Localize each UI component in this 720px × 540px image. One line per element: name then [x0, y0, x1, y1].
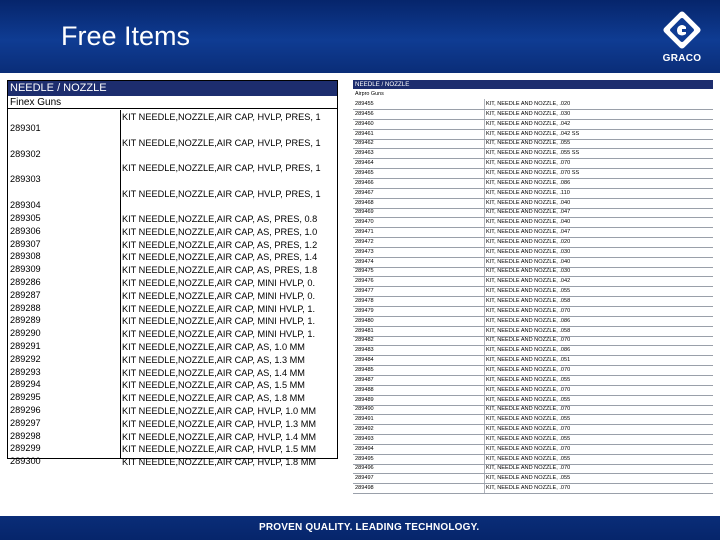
part-description: KIT, NEEDLE AND NOZZLE, .055	[486, 435, 571, 442]
table-row	[8, 250, 337, 263]
part-number: 289474	[355, 258, 374, 265]
part-number: 289456	[355, 110, 374, 117]
table-subtitle: Airpro Guns	[355, 91, 384, 97]
table-row	[8, 366, 337, 379]
part-number: 289302	[10, 148, 41, 159]
table-row	[353, 228, 713, 238]
part-number: 289286	[10, 277, 41, 287]
part-description: KIT NEEDLE,NOZZLE,AIR CAP, HVLP, PRES, 1	[122, 137, 321, 148]
part-description: KIT, NEEDLE AND NOZZLE, .020	[486, 101, 571, 107]
table-row	[353, 248, 713, 258]
table-row	[8, 327, 337, 340]
table-row	[353, 287, 713, 297]
part-description: KIT NEEDLE,NOZZLE,AIR CAP, MINI HVLP, 0.	[122, 278, 315, 288]
part-description: KIT, NEEDLE AND NOZZLE, .020	[486, 238, 571, 245]
footer-tagline: PROVEN QUALITY. LEADING TECHNOLOGY.	[259, 522, 480, 533]
part-description: KIT NEEDLE,NOZZLE,AIR CAP, MINI HVLP, 1.	[122, 303, 315, 314]
table-row	[353, 120, 713, 130]
graco-logo-icon	[653, 7, 711, 53]
table-row	[353, 258, 713, 268]
table-row	[8, 238, 337, 251]
part-number: 289455	[355, 101, 374, 107]
part-description: KIT, NEEDLE AND NOZZLE, .070	[486, 445, 571, 452]
part-number: 289305	[10, 213, 41, 223]
table-row	[353, 159, 713, 169]
table-row	[353, 149, 713, 159]
part-number: 289478	[355, 298, 374, 304]
part-number: 289299	[10, 443, 41, 454]
part-description: KIT NEEDLE,NOZZLE,AIR CAP, HVLP, 1.3 MM	[122, 418, 317, 429]
part-number: 289479	[355, 307, 374, 314]
part-description: KIT, NEEDLE AND NOZZLE, .070	[486, 465, 571, 472]
part-description: KIT, NEEDLE AND NOZZLE, .055 SS	[486, 150, 580, 157]
part-description: KIT, NEEDLE AND NOZZLE, .070	[486, 337, 571, 344]
table-row	[353, 356, 713, 366]
part-description: KIT, NEEDLE AND NOZZLE, .055	[486, 455, 571, 462]
part-number: 289493	[355, 435, 374, 442]
part-number: 289466	[355, 179, 374, 186]
part-number: 289300	[10, 456, 41, 467]
part-number: 289468	[355, 199, 374, 206]
part-number: 289496	[355, 465, 374, 472]
graco-logo	[653, 7, 711, 67]
part-number: 289484	[355, 357, 374, 364]
part-number: 289498	[355, 485, 374, 492]
part-number: 289297	[10, 417, 41, 428]
table-row	[8, 340, 337, 353]
part-number: 289309	[10, 264, 41, 275]
table-row	[8, 391, 337, 404]
table-row	[353, 376, 713, 386]
part-number: 289482	[355, 337, 374, 344]
part-number: 289304	[10, 199, 41, 210]
part-description: KIT, NEEDLE AND NOZZLE, .047	[486, 209, 571, 216]
table-row	[353, 100, 713, 110]
part-number: 289470	[355, 219, 374, 226]
part-description: KIT, NEEDLE AND NOZZLE, .070	[486, 160, 571, 167]
table-row	[353, 238, 713, 248]
footer-bar	[0, 516, 720, 540]
part-number: 289462	[355, 140, 374, 147]
part-description: KIT NEEDLE,NOZZLE,AIR CAP, AS, PRES, 1.2	[122, 239, 318, 250]
part-number: 289485	[355, 366, 374, 373]
part-description: KIT NEEDLE,NOZZLE,AIR CAP, AS, 1.4 MM	[122, 367, 305, 378]
part-description: KIT NEEDLE,NOZZLE,AIR CAP, MINI HVLP, 1.	[122, 316, 315, 327]
table-row	[8, 136, 337, 162]
table-row	[8, 276, 337, 289]
table-row	[8, 455, 337, 468]
part-number: 289463	[355, 150, 374, 157]
part-description: KIT, NEEDLE AND NOZZLE, .086	[486, 179, 571, 186]
table-row	[353, 327, 713, 337]
table-row	[8, 289, 337, 302]
part-number: 289494	[355, 445, 374, 452]
part-description: KIT NEEDLE,NOZZLE,AIR CAP, HVLP, 1.0 MM	[122, 406, 317, 416]
part-number: 289464	[355, 160, 374, 167]
table-row	[8, 353, 337, 366]
table-row	[353, 307, 713, 317]
table-row	[353, 189, 713, 199]
part-description: KIT NEEDLE,NOZZLE,AIR CAP, AS, 1.8 MM	[122, 393, 305, 404]
part-number: 289469	[355, 209, 374, 216]
table-row	[8, 404, 337, 417]
table-row	[353, 179, 713, 189]
part-description: KIT NEEDLE,NOZZLE,AIR CAP, HVLP, PRES, 1	[122, 188, 321, 199]
table-row	[353, 130, 713, 140]
table-row	[8, 161, 337, 187]
part-number: 289490	[355, 406, 374, 413]
part-description: KIT NEEDLE,NOZZLE,AIR CAP, AS, 1.0 MM	[122, 342, 305, 352]
part-description: KIT, NEEDLE AND NOZZLE, .086	[486, 317, 571, 324]
part-number: 289291	[10, 341, 41, 351]
table-row	[353, 346, 713, 356]
table-row	[8, 110, 337, 136]
table-row	[353, 415, 713, 425]
part-number: 289473	[355, 248, 374, 255]
part-description: KIT NEEDLE,NOZZLE,AIR CAP, MINI HVLP, 1.	[122, 329, 315, 340]
part-description: KIT NEEDLE,NOZZLE,AIR CAP, AS, 1.5 MM	[122, 380, 305, 391]
part-description: KIT NEEDLE,NOZZLE,AIR CAP, AS, PRES, 1.0	[122, 226, 318, 237]
table-row	[353, 277, 713, 287]
table-row	[353, 267, 713, 277]
part-number: 289471	[355, 229, 374, 236]
table-row	[353, 455, 713, 465]
part-number: 289488	[355, 386, 374, 393]
table-row	[353, 208, 713, 218]
part-number: 289460	[355, 120, 374, 127]
part-description: KIT NEEDLE,NOZZLE,AIR CAP, HVLP, 1.5 MM	[122, 444, 317, 455]
part-description: KIT, NEEDLE AND NOZZLE, .070 SS	[486, 169, 580, 176]
table-row	[353, 386, 713, 396]
part-description: KIT, NEEDLE AND NOZZLE, .070	[486, 386, 571, 393]
table-row	[8, 430, 337, 443]
part-description: KIT, NEEDLE AND NOZZLE, .058	[486, 327, 571, 334]
part-description: KIT NEEDLE,NOZZLE,AIR CAP, HVLP, PRES, 1	[122, 163, 321, 173]
part-number: 289301	[10, 123, 41, 133]
part-description: KIT NEEDLE,NOZZLE,AIR CAP, MINI HVLP, 0.	[122, 290, 315, 301]
part-description: KIT NEEDLE,NOZZLE,AIR CAP, AS, 1.3 MM	[122, 354, 305, 365]
part-description: KIT, NEEDLE AND NOZZLE, .042 SS	[486, 130, 580, 137]
airpro-guns-table	[353, 80, 715, 496]
part-number: 289294	[10, 379, 41, 390]
part-description: KIT NEEDLE,NOZZLE,AIR CAP, HVLP, PRES, 1	[122, 112, 321, 122]
table-title: NEEDLE / NOZZLE	[8, 81, 337, 96]
part-description: KIT NEEDLE,NOZZLE,AIR CAP, HVLP, 1.4 MM	[122, 431, 317, 442]
table-row	[353, 366, 713, 376]
part-number: 289467	[355, 189, 374, 196]
table-row	[8, 442, 337, 455]
part-number: 289298	[10, 430, 41, 441]
table-row	[353, 169, 713, 179]
part-description: KIT, NEEDLE AND NOZZLE, .055	[486, 288, 571, 295]
row-divider	[353, 493, 713, 494]
part-number: 289296	[10, 405, 41, 415]
table-row	[353, 445, 713, 455]
part-description: KIT, NEEDLE AND NOZZLE, .070	[486, 426, 571, 433]
table-row	[353, 396, 713, 406]
table-row	[353, 297, 713, 307]
part-description: KIT, NEEDLE AND NOZZLE, .086	[486, 347, 571, 354]
table-subtitle: Finex Guns	[8, 96, 337, 109]
part-number: 289306	[10, 225, 41, 236]
part-description: KIT, NEEDLE AND NOZZLE, .070	[486, 485, 571, 492]
table-row	[353, 336, 713, 346]
part-description: KIT, NEEDLE AND NOZZLE, .047	[486, 229, 571, 236]
part-number: 289290	[10, 328, 41, 339]
table-row	[353, 139, 713, 149]
table-row	[8, 302, 337, 315]
part-description: KIT, NEEDLE AND NOZZLE, .051	[486, 357, 571, 364]
part-number: 289483	[355, 347, 374, 354]
part-number: 289480	[355, 317, 374, 324]
part-number: 289489	[355, 396, 374, 403]
part-number: 289465	[355, 169, 374, 176]
title-bar	[0, 0, 720, 73]
part-number: 289307	[10, 238, 41, 249]
part-number: 289292	[10, 353, 41, 364]
part-description: KIT NEEDLE,NOZZLE,AIR CAP, AS, PRES, 1.8	[122, 265, 318, 276]
part-description: KIT, NEEDLE AND NOZZLE, .070	[486, 307, 571, 314]
part-description: KIT, NEEDLE AND NOZZLE, .110	[486, 189, 570, 196]
table-row	[353, 435, 713, 445]
table-row	[353, 425, 713, 435]
part-number: 289472	[355, 238, 374, 245]
part-number: 289308	[10, 251, 41, 262]
part-number: 289477	[355, 288, 374, 295]
table-row	[353, 474, 713, 484]
part-number: 289491	[355, 416, 374, 423]
part-number: 289287	[10, 289, 41, 300]
part-description: KIT, NEEDLE AND NOZZLE, .030	[486, 268, 571, 275]
part-number: 289481	[355, 327, 374, 334]
table-row	[353, 464, 713, 474]
part-description: KIT, NEEDLE AND NOZZLE, .055	[486, 376, 571, 383]
table-row	[8, 263, 337, 276]
part-description: KIT, NEEDLE AND NOZZLE, .040	[486, 258, 571, 265]
part-number: 289293	[10, 366, 41, 377]
table-row	[8, 187, 337, 213]
part-description: KIT, NEEDLE AND NOZZLE, .040	[486, 199, 571, 206]
part-description: KIT, NEEDLE AND NOZZLE, .055	[486, 140, 571, 147]
table-row	[353, 199, 713, 209]
part-description: KIT, NEEDLE AND NOZZLE, .070	[486, 406, 571, 413]
table-row	[8, 314, 337, 327]
table-row	[353, 110, 713, 120]
table-row	[8, 417, 337, 430]
part-description: KIT, NEEDLE AND NOZZLE, .055	[486, 416, 571, 423]
part-number: 289476	[355, 278, 374, 285]
part-description: KIT, NEEDLE AND NOZZLE, .040	[486, 219, 571, 226]
table-row	[353, 484, 713, 494]
part-description: KIT NEEDLE,NOZZLE,AIR CAP, AS, PRES, 1.4	[122, 252, 318, 263]
table-row	[353, 218, 713, 228]
part-description: KIT, NEEDLE AND NOZZLE, .070	[486, 366, 571, 373]
part-number: 289295	[10, 392, 41, 403]
part-number: 289288	[10, 302, 41, 313]
finex-guns-table	[7, 80, 338, 468]
part-number: 289461	[355, 130, 374, 137]
part-description: KIT, NEEDLE AND NOZZLE, .030	[486, 248, 571, 255]
page-title: Free Items	[61, 21, 191, 51]
part-description: KIT, NEEDLE AND NOZZLE, .055	[486, 475, 571, 482]
part-description: KIT, NEEDLE AND NOZZLE, .055	[486, 396, 571, 403]
table-row	[8, 212, 337, 225]
part-number: 289495	[355, 455, 374, 462]
part-description: KIT, NEEDLE AND NOZZLE, .042	[486, 278, 571, 285]
table-row	[8, 225, 337, 238]
logo-wordmark: GRACO	[662, 53, 702, 64]
part-description: KIT NEEDLE,NOZZLE,AIR CAP, AS, PRES, 0.8	[122, 214, 318, 224]
part-description: KIT, NEEDLE AND NOZZLE, .030	[486, 110, 571, 117]
table-row	[353, 317, 713, 327]
table-row	[353, 405, 713, 415]
part-description: KIT, NEEDLE AND NOZZLE, .042	[486, 120, 571, 127]
part-number: 289497	[355, 475, 374, 482]
part-number: 289492	[355, 426, 374, 433]
part-description: KIT, NEEDLE AND NOZZLE, .058	[486, 298, 571, 304]
table-title: NEEDLE / NOZZLE	[353, 80, 713, 89]
part-number: 289475	[355, 268, 374, 275]
table-row	[8, 378, 337, 391]
part-number: 289289	[10, 315, 41, 326]
part-number: 289303	[10, 174, 41, 184]
part-description: KIT NEEDLE,NOZZLE,AIR CAP, HVLP, 1.8 MM	[122, 457, 317, 468]
part-number: 289487	[355, 376, 374, 383]
